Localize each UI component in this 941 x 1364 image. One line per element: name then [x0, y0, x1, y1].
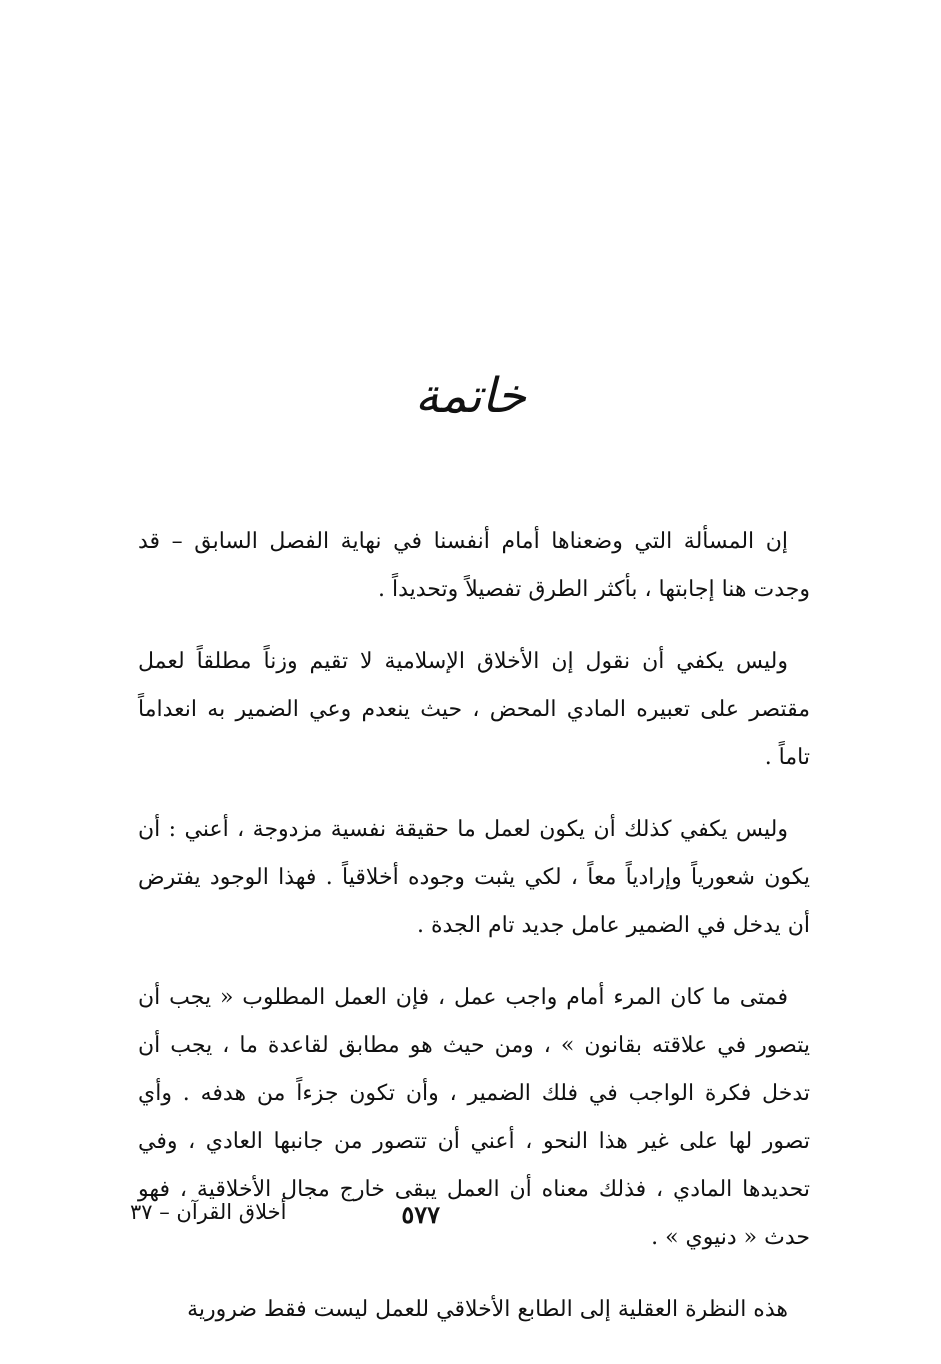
page-footer	[100, 1200, 770, 1240]
signature-mark: أخلاق القرآن – ٣٧	[130, 1200, 287, 1224]
page-number: ٥٧٧	[401, 1200, 440, 1229]
paragraph-2: وليس يكفي أن نقول إن الأخلاق الإسلامية لا تقيم وزناً مطلقاً لعمل مقتصر على تعبيره المادي المحض ، حيث ينعدم وعي الضمير به انعداماً تاماً .	[138, 649, 810, 770]
paragraph-4: فمتى ما كان المرء أمام واجب عمل ، فإن العمل المطلوب « يجب أن يتصور في علاقته بقانون » ، ومن حيث هو مطابق لقاعدة ما ، يجب أن تدخل فكرة الواجب في فلك الضمير ، وأن تكون جزءاً من هدفه . وأي تصور لها على غير هذا النحو ، أعني أن تتصور من جانبها العادي ، وفي تحديدها المادي ، فذلك معناه أن العمل يبقى خارج مجال الأخلاقية ، فهو حدث « دنيوي » .	[138, 985, 810, 1250]
chapter-title: خاتمة	[414, 368, 527, 424]
paragraph-3: وليس يكفي كذلك أن يكون لعمل ما حقيقة نفسية مزدوجة ، أعني : أن يكون شعورياً وإرادياً معاً ، لكي يثبت وجوده أخلاقياً . فهذا الوجود يفترض أن يدخل في الضمير عامل جديد تام الجدة .	[138, 817, 810, 938]
paragraph-5: هذه النظرة العقلية إلى الطابع الأخلاقي للعمل ليست فقط ضرورية	[187, 1297, 788, 1322]
paragraph-1: إن المسألة التي وضعناها أمام أنفسنا في نهاية الفصل السابق – قد وجدت هنا إجابتها ، بأكثر الطرق تفصيلاً وتحديداً .	[138, 529, 810, 602]
